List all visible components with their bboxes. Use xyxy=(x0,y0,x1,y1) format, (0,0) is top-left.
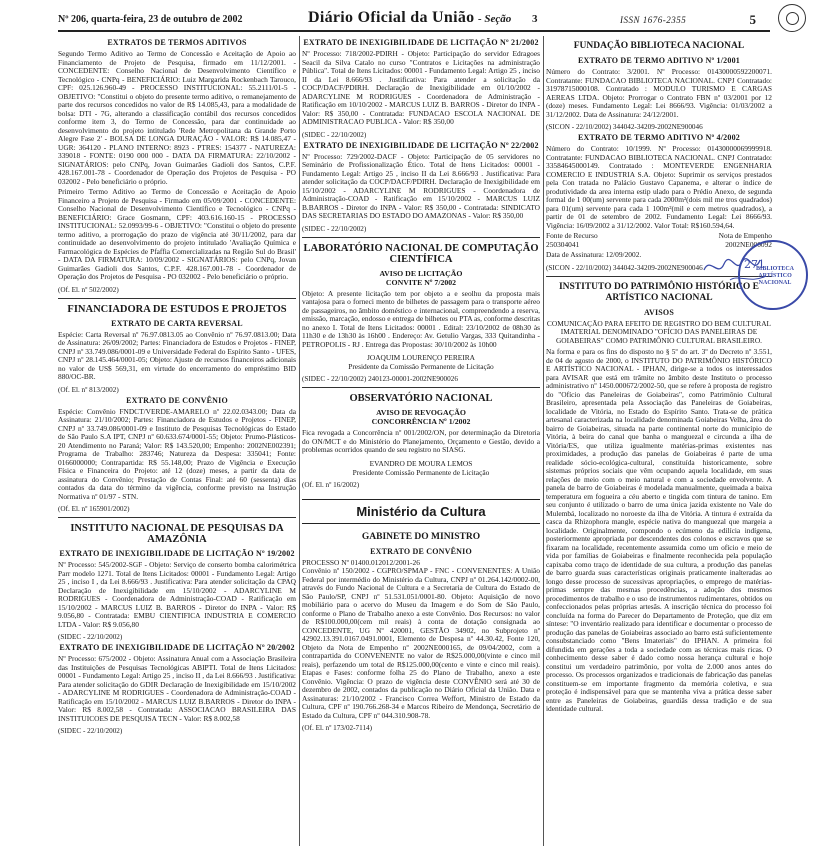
section-number: 3 xyxy=(532,13,538,25)
notice-title: AVISO DE REVOGAÇÃO xyxy=(376,408,466,417)
svg-text:271: 271 xyxy=(744,258,765,271)
issue-date: Nº 206, quarta-feira, 23 de outubro de 2002 xyxy=(58,14,243,25)
signatory-role: Presidente da Comissão Permanente de Licitação xyxy=(348,362,494,371)
paragraph: Nº Processo: 675/2002 - Objeto: Assinatura Anual com a Associação Brasileira das Instituições de Pesquisas Tecnológicas ABIPTI. Total de Itens Licitados: 00001 - Fundamento Legal: Artigo 25 , inciso II , da Lei 8.666/93 . Justificativa: Para atender solicitação do GDIR Declaração de Inexigibilidade em 15/10/2002 - ADARCYLINE M RODRIGUES - Coordenadora de Administração-COAD - Ratificação em 15/10/2002 - MARCUS LUIZ B.BARROS - Diretor do INPA - Valor: R$ 8.002,58 - Contratada: ASSOCIACAO BRASILEIRA DAS INSTITUICOES DE PESQUISA TECN - Valor: R$ 8.002,58 xyxy=(58,654,296,723)
column-3 xyxy=(546,36,772,714)
agency-title: GABINETE DO MINISTRO xyxy=(361,531,481,542)
commitment-note-value: 2002NE000092 xyxy=(725,239,772,249)
commitment-note-label: Nota de Empenho xyxy=(718,231,772,240)
sidec-note: (SIDEC - 22/10/2002) xyxy=(302,224,367,233)
paragraph: Espécie: Convênio FNDCT/VERDE-AMARELO nº 22.02.0343.00; Data da Assinatura: 21/10/2002; Partes: Financiadora de Estudos e Projetos - FINEP, CNPJ nº 33.749.086/0001-09 e Instituto de Pesquisas Tecnológicas do Estado de São Paulo S.A IPT, CNPJ nº 60.633.674/0001-55; Objeto: Prumo-Plásticos-20 Atendimento no Paraná; Valor: R$ 143.520,00; Empenho: 2002NE002391; Programa de Trabalho: 283746; Natureza da Despesa: 335041; Fonte: 0166000000; Contrapartida: R$ 55.148,00; Prazo de Vigência e Execução Física e Financeira do Projeto: até 12 (doze) meses, a partir da data de assinatura do Convênio; Prestação de Contas Final: até 60 (sessenta) dias contados da data do término da vigência, conforme previsto na Instrução Normativa nº 01/97 - STN. xyxy=(58,406,296,501)
sicon-note: (SICON - 22/10/2002) 344042-34209-2002NE900046 xyxy=(546,263,703,272)
notice-subtitle: CONVITE Nº 7/2002 xyxy=(385,277,457,287)
page-header xyxy=(58,8,770,32)
section-heading: EXTRATO DE INEXIGIBILIDADE DE LICITAÇÃO Nº 19/2002 xyxy=(59,549,295,558)
column-divider xyxy=(543,36,544,846)
section-heading: EXTRATO DE TERMO ADITIVO Nº 1/2001 xyxy=(578,56,740,65)
notice-subtitle: CONCORRÊNCIA Nº 1/2002 xyxy=(371,417,471,426)
divider xyxy=(58,298,296,299)
section-heading: EXTRATOS DE TERMOS ADITIVOS xyxy=(107,38,247,47)
reference-note: (Of. El. nº 165901/2002) xyxy=(58,505,130,513)
reference-note: (Of. El. nº 813/2002) xyxy=(58,385,119,394)
column-divider xyxy=(299,36,300,846)
journal-title: Diário Oficial da União xyxy=(308,9,475,26)
paragraph: Nº Processo: 545/2002-SGF - Objeto: Serviço de conserto bomba calorimétrica Parr modelo 1271. Total de Itens Licitados: 00001 - Fundamento Legal: Artigo 25 , inciso I , da Lei 8.666/93 . Justificativa: Para atender solicitação da CPAQ Declaração de Inexigibilidade em 15/10/2002 - ADARCYLINE M RODRIGUES - Coordenadora de Administração-COAD - Ratificação em 15/10/2002 - MARCUS LUIZ B. BARROS - Diretor do INPA - Valor: R$ 9.056,80 - Contratada: EMBU CIENTIFICA INDUSTRIA E COMERCIO LTDA - Valor: R$ 9.056,80 xyxy=(58,560,296,629)
paragraph: Número do Contrato: 3/2001. Nº Processo: 01430000592200071. Contratante: FUNDACAO BIBLIOTECA NACIONAL. CNPJ Contratado: 31978715000108. Contratado : MODULO TURISMO E CARGAS AEREAS LTDA. Objeto: Prorrogar o Contrato FBN nº 03/2001 por 12 (doze) meses. Fundamento Legal: Lei 8666/93. Vigência: 01/03/2002 a 31/12/2002. Data de Assinatura: 24/12/2001. xyxy=(546,67,772,119)
signatory-name: JOAQUIM LOURENÇO PEREIRA xyxy=(367,353,475,362)
section-heading: EXTRATO DE CARTA REVERSAL xyxy=(111,318,243,328)
section-label: - Seção xyxy=(478,13,512,25)
paragraph: Fica revogada a Concorrência nº 001/2002/ON, por determinação da Diretoria do ON/MCT e do Ministério do Planejamento, Orçamento e Gestão, devido a problemas ocorridos quando de seu registro no SIASG. xyxy=(302,428,540,454)
agency-title: FUNDAÇÃO BIBLIOTECA NACIONAL xyxy=(573,41,745,51)
signature-date: Data de Assinatura: 12/09/2002. xyxy=(546,250,642,259)
paragraph: Nº Processo: 729/2002-DACF - Objeto: Participação de 05 servidores no Seminário de Profissionalização Ético. Total de Itens Licitados: 00001 - Fundamento Legal: Artigo 25 , inciso II da Lei 8.666/93 . Justificativa: Para atender solicitação da COCP/DACF/PDIRH. Declaração de Inexigibilidade em 15/10/2002 - ADARCYLINE M RODRIGUES - Coordenadora de Administração-COAD - Ratificação em 15/10/2002 - MARCUS LUIZ B.BARROS - Diretor do INPA - Valor: R$ 350,00 - Contratada: SINDICATO DAS SECRETARIAS DO ESTADO DO AMAZONAS - Valor: R$ 350,00 xyxy=(302,151,540,220)
funding-source-value: 250304041 xyxy=(546,239,580,249)
notice-title: COMUNICAÇÃO PARA EFEITO DE REGISTRO DO BEM CULTURAL IMATERIAL DENOMINADO "OFÍCIO DAS PANELEIRAS DE GOIABEIRAS" COMO PATRIMÔNIO CULTURAL BRASILEIRO. xyxy=(546,318,772,345)
agency-title: INSTITUTO DO PATRIMÔNIO HISTÓRICO E ARTÍSTICO NACIONAL xyxy=(558,281,760,303)
signatory-role: Presidente Comissão Permanente de Licitação xyxy=(352,467,490,477)
agency-title: INSTITUTO NACIONAL DE PESQUISAS DA AMAZÔNIA xyxy=(70,523,284,545)
agency-title: LABORATÓRIO NACIONAL DE COMPUTAÇÃO CIENTÍFICA xyxy=(303,242,539,265)
agency-title: OBSERVATÓRIO NACIONAL xyxy=(349,393,493,404)
ministry-banner: Ministério da Cultura xyxy=(302,499,540,524)
paragraph: Espécie: Carta Reversal nº 76.97.0813.05 ao Convênio nº 76.97.0813.00; Data de Assinatura: 26/09/2002; Partes: Financiadora de Estudos e Projetos - FINEP, CNPJ nº 33.749.086/0001-09 e Universidade Federal do Espírito Santo - UFES, CNPJ nº 28.145.464/0001-05; Objeto: Ajuste de recursos financeiros adicionais no valor de US$ 569,31, em virtude do encerramento do empréstimo BID 880/OC-BR. xyxy=(58,329,296,381)
section-heading: AVISOS xyxy=(644,307,674,317)
official-stamp-icon: BIBLIOTECA ARTÍSTICO NACIONAL xyxy=(738,240,808,310)
sidec-note: (SIDEC - 22/10/2002) xyxy=(302,130,367,139)
paragraph: Primeiro Termo Aditivo ao Termo de Concessão e Aceitação de Apoio Financeiro a Projeto de Pesquisa - Firmado em 05/09/2001 - CONCEDENTE: Conselho Nacional de Desenvolvimento Científico e Tecnológico - CNPq - BENEFICIÁRIO: Grace Gosmann, CPF: 403.616.160-15 - PROCESSO INSTITUCIONAL: 52.0993/99-6 - OBJETIVO: "Constitui o objeto do presente termo aditivo, a prorrogação do prazo de vigência até 30/11/2002, para dar continuidade ao desenvolvimento do projeto intitulado 'Avaliação Química e Farmacológica de Espécies de Pfaffia Comercializadas na Região Sul do Brasil' - DATA DA FIRMATURA: 10/09/2002 - SIGNATÁRIOS: pelo CNPq, Jovan Guimarães Gadioli dos Santos, C.P.F. 428.167.001-78 - Coordenador de Operação dos Projetos de Pesquisa - PO 032002 - Pelo beneficiário o próprio. xyxy=(58,187,296,281)
section-heading: EXTRATO DE CONVÊNIO xyxy=(370,546,472,556)
section-heading: EXTRATO DE TERMO ADITIVO Nº 4/2002 xyxy=(578,133,740,142)
divider xyxy=(58,517,296,518)
coat-of-arms-icon xyxy=(778,4,806,32)
section-heading: EXTRATO DE INEXIGIBILIDADE DE LICITAÇÃO Nº 21/2002 xyxy=(303,38,539,47)
sidec-note: (SIDEC - 22/10/2002) xyxy=(58,727,123,735)
reference-note: (Of. El. nº 502/2002) xyxy=(58,285,119,294)
sicon-note: (SICON - 22/10/2002) 344042-34209-2002NE900046 xyxy=(546,123,703,131)
paragraph: Na forma e para os fins do disposto no § 5º do art. 3º do Decreto nº 3.551, de 04 de agosto de 2000, o INSTITUTO DO PATRIMÔNIO HISTÓRICO E ARTÍSTICO NACIONAL - IPHAN, dirige-se a todos os interessados para AVISAR que está em trâmite no âmbito deste Instituto o processo administrativo nº 1450.000672/2002-50, que se refere à proposta de registro do "Ofício das Paneleiras de Goiabeiras", como Patrimônio Cultural Brasileiro, apresentada pela Associação das Paneleiras de Goiabeiras, localidade de Vitória, no Estado do Espírito Santo. Trata-se de prática artesanal caracterizada na localidade denominada Goiabeiras Velha, área do bairro de Goiabeiras, situada na parte continental norte do município de Vitória, à beira do canal que banha o manguezal e circunda a ilha de Vitória/ES, que utiliza igualmente matérias-primas existentes nas proximidades, a produção das panelas de Goiabeiras é parte de uma realidade sócio-ecológica-cultural, constituída historicamente, sobre sistemas próprios sociais que vêm ocupando aquela localidade, em suas relações de meio com o meio natural e com a sociedade envolvente. A panela de barro de Goiabeiras é modelada manualmente, queimada a baixa temperatura em fogueira a céu aberto e tingida com tintura de tanino. Em seu conjunto é utilizado o barro de uma única jazida existente no Vale do Mulembá, localizado no noroeste da ilha de Vitória. A tintura é extraída da casca da Rhizophora mangle, espécie nativa do manguezal que margeia a localidade. Originalmente, compondo o ecúmeno da edilícia indígena, posteriormente apropriada por descendentes dos colonos e escravos que se fixaram na localidade, recentemente assumida como um ofício e meio de vida por famílias de Goiabeiras e finalmente reconhecida pela população capixaba como traço de identidade de sua cultura, a produção das panelas de barro guarda suas características originais praticamente inalteradas ao longo desse processo de sucessivas apropriações, o emprego de matérias-primas sempre das mesmas procedências, a adoção dos mesmos procedimentos de trabalho e o uso de instrumentos rudimentares, obtidos ou confeccionados pelas próprias artesãs. A inscrição técnica do processo foi concluída na forma do Parecer do Departamento de Proteção, que diz em síntese: "O inventário realizado para identificar e documentar o processo de produção das panelas de Goiabeiras associado ao barro está suficientemente consubstanciado como "Bens Imateriais" do IPHAN. A primeira foi difundida em gerações a toda a sociedade com as técnicas mais ricas. O conhecimento desse saber é dado como nossa herança cultural e hoje constitui um verdadeiro patrimônio, por volta de 2.000 anos antes do processo. Os processos organizados e tradicionais de fabricação das panelas constituem-se em importante fragmento da memória coletiva, e sua proteção é indispensável para que se mantenha viva a prática desse saber entre as Paneleiras de Goiabeiras, guardiãs dessa tradição e de sua identidade cultural. xyxy=(546,347,772,713)
column-2 xyxy=(302,36,540,734)
agency-title: FINANCIADORA DE ESTUDOS E PROJETOS xyxy=(67,303,287,315)
section-heading: EXTRATO DE INEXIGIBILIDADE DE LICITAÇÃO Nº 20/2002 xyxy=(59,643,295,652)
sidec-note: (SIDEC - 22/10/2002) xyxy=(58,633,123,641)
paragraph: Segundo Termo Aditivo ao Termo de Concessão e Aceitação de Apoio ao Financiamento de Projeto de Pesquisa, firmado em 11/12/2001. - CONCEDENTE: Conselho Nacional de Desenvolvimento Científico e Tecnológico - CNPq - BENEFICIÁRIO: Luiz Margarida Rockenbach Tarouco, CPF: 025.126.960-49 - PROCESSO INSTITUCIONAL: 55.2111/01-5 - OBJETIVO: "Constitui o objeto do presente termo aditivo, o remanejamento de parte dos recursos concedidos no valor de R$ 14.085,43, para a modalidade de bolsa: DTI - 7G, alterando a classificação contábil dos recursos concedidos conforme item 3, do Termo de Concessão, para dar continuidade ao desenvolvimento do projeto intitulado 'Rede Metropolitana da Grande Porto Alegre Fase 2' - BOLSA DE LONGA DURAÇÃO - VALOR: R$ 14.085,47 - UGR: 364120 - PLANO INTERNO: 8923 - PTRES: 154377 - NATUREZA: 339018 - FONTE: 0190 000 000 - DATA DA FIRMATURA: 22/10/2002 - SIGNATÁRIOS: pelo CNPq, Jovan Guimarães Gadioli dos Santos, C.P.F. 428.167.001-78 - Coordenador de Operação dos Projetos de Pesquisa - PO 032002 - Pelo beneficiário o próprio. xyxy=(58,49,296,186)
issn: ISSN 1676-2355 xyxy=(620,15,687,25)
page-number: 5 xyxy=(749,12,756,27)
signatory-name: EVANDRO DE MOURA LEMOS xyxy=(369,458,473,468)
paragraph: Objeto: A presente licitação tem por objeto a e seolhu da proposta mais vantajosa para o forneci mento de bilhetes de passagem para o transporte aéreo de passageiros, no âmbito doméstico e internacional, compreendendo a reserva, emissão, marcação, endosso e entrega de bilhetes ou PTA as, conforme descritas no anexo I. Total de Itens Licitados: 00001 . Edital: 23/10/2002 de 08h30 às 11h30 e de 13h30 às 16h00 . Endereço: Av. Getulio Vargas, 333 Quitandinha - PETROPOLIS - RJ . Entrega das Propostas: 30/10/2002 às 10h00 xyxy=(302,288,540,349)
reference-note: (Of. El. nº 16/2002) xyxy=(302,480,360,489)
reference-note: (Of. El. nº 173/02-7114) xyxy=(302,724,373,732)
divider xyxy=(302,237,540,238)
section-heading: EXTRATO DE CONVÊNIO xyxy=(126,395,228,405)
section-heading: EXTRATO DE INEXIGIBILIDADE DE LICITAÇÃO Nº 22/2002 xyxy=(303,140,539,150)
paragraph: Nº Processo: 718/2002-PDIRH - Objeto: Participação do servidor Edragoes Seacil da Silva Catalo no curso "Contratos e Licitações na administração Pública". Total de Itens Licitados: 00001 - Fundamento Legal: Artigo 25 , inciso II da Lei 8.666/93 . Justificativa: Para atender a solicitação da COCP/DACF/PDIRH. Declaração de Inexigibilidade em 01/10/2002 - ADARCYLINE M RODRIGUES - Coordenadora de Administração - Ratificação em 10/10/2002 - MARCUS LUIZ B. BARROS - Diretor do INPA - Valor: R$ 350,00 - Contratada: FUNDACAO ESCOLA NACIONAL DE ADMINISTRACAO PUBLICA - Valor: R$ 350,00 xyxy=(302,49,540,126)
funding-source-label: Fonte de Recurso xyxy=(546,231,598,240)
column-1 xyxy=(58,36,296,737)
sidec-note: (SIDEC - 22/10/2002) 240123-00001-2002NE900026 xyxy=(302,375,458,383)
handwritten-signature-icon xyxy=(700,248,780,288)
notice-title: AVISO DE LICITAÇÃO xyxy=(379,268,463,278)
divider xyxy=(302,387,540,388)
paragraph: PROCESSO Nº 01400.012012/2001-26 Convênio nº 150/2002 - CGPRO/SPMAP - FNC - CONVENENTES: A União Federal por intermédio do Ministério da Cultura, CNPJ nº 01.264.142/0002-00, através do Fundo Nacional de Cultura e a Secretaria de Cultura do Estado de São Paulo/SP, CNPJ nº 51.531.051/0001-80. Objeto: Aquisição de novo mobiliário para o acervo do Museu da Imagem e do Som de São Paulo, conforme o Plano de Trabalho anexo a este Convênio. Dos Recursos: no valor de R$100.000,00(cem mil reais) à conta de dotação consignada ao CONCEDENTE, UG Nº 420001, GESTÃO 34902, no Subprojeto nº 42902.13.391.0167.0491.0001, Elemento de Despesa nº 44.30.42, Fonte 120, Objeto da Nota de Empenho nº 2002NE000165, de 09/04/2002, com a contrapartida do CONVENENTE no valor de R$25.000,00(vinte e cinco mil reais), perfazendo um total de R$125.000,00(cento e vinte e cinco mil reais). Etapas e Fases: conforme folha 25 do Plano de Trabalho, anexo a este Convênio. Vigência: O prazo de vigência deste CONVÊNIO será até 30 de dezembro de 2002, contados da publicação no Diário Oficial da União. Data e Assinaturas: 21/10/2002 - Francisco Correa Weffort, Ministro de Estado da Cultura, CPF nº 190.766.268-34 e Marcos Ribeiro de Mendonça, Secretário de Estado da Cultura, CPF nº 044.310.908-78. xyxy=(302,557,540,720)
paragraph: Número do Contrato: 10/1999. Nº Processo: 01430000069999918. Contratante: FUNDACAO BIBLIOTECA NACIONAL. CNPJ Contratado: 33584645000149. Contratado : MONTEVERDE ENGENHARIA COMERCIO E INDUSTRIA S.A. Objeto: Suprimir os serviços prestados pela Con tratada no Palácio Gustavo Capanema, e alterar o índice de produtividade da area interna estip ulado para o Prédio Anexo, de segunda formal de 1 00(um) servente para cada 2000m²(dois mil me tros quadrados) para 01(um) servente para cada 1 100m²(mil e cem metros quadrados), a partir de 01 de setembro de 2002. Fundamento Legal: Lei 8666/93. Vigência: 16/09/2002 a 31/12/2002. Valor Total: R$160.594,64. xyxy=(546,144,772,230)
